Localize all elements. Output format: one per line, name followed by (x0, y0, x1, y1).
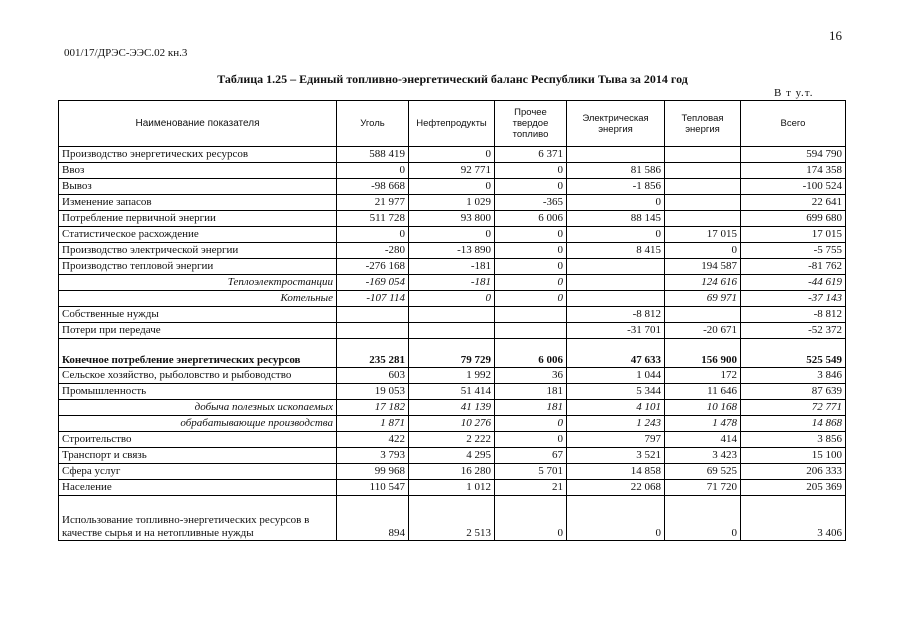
column-header-electric-energy: Электрическая энергия (567, 101, 665, 147)
table-cell: 194 587 (665, 259, 741, 275)
table-row (59, 480, 846, 496)
table-cell: 699 680 (741, 211, 846, 227)
table-row (59, 227, 846, 243)
table-cell: 17 015 (665, 227, 741, 243)
page-number: 16 (829, 28, 842, 43)
table-cell: 0 (495, 291, 567, 307)
table-cell: 17 182 (337, 400, 409, 416)
table-cell: 0 (495, 496, 567, 541)
row-label: Сельское хозяйство, рыболовство и рыбоводство (59, 368, 337, 384)
table-cell: 156 900 (665, 339, 741, 368)
table-cell: -37 143 (741, 291, 846, 307)
table-cell: 0 (665, 243, 741, 259)
table-header-row (59, 101, 846, 147)
table-cell: 0 (495, 227, 567, 243)
column-header-coal: Уголь (337, 101, 409, 147)
table-cell: 414 (665, 432, 741, 448)
column-header-indicator: Наименование показателя (59, 101, 337, 147)
table-cell: 0 (495, 259, 567, 275)
table-row (59, 416, 846, 432)
table-cell: 0 (495, 179, 567, 195)
table-cell: 69 525 (665, 464, 741, 480)
table-cell: 2 513 (409, 496, 495, 541)
row-label: Строительство (59, 432, 337, 448)
table-cell: 10 276 (409, 416, 495, 432)
row-label: Использование топливно-энергетических ресурсов в качестве сырья и на нетопливные нужды (59, 496, 337, 541)
table-cell (665, 195, 741, 211)
table-cell: 3 846 (741, 368, 846, 384)
row-label: обрабатывающие производства (59, 416, 337, 432)
table-cell: 17 015 (741, 227, 846, 243)
table-cell: 6 371 (495, 147, 567, 163)
table-cell: -44 619 (741, 275, 846, 291)
row-label: Транспорт и связь (59, 448, 337, 464)
table-cell: 0 (409, 291, 495, 307)
table-cell: 0 (495, 416, 567, 432)
table-cell: 0 (337, 227, 409, 243)
row-label: Котельные (59, 291, 337, 307)
table-cell: 8 415 (567, 243, 665, 259)
table-cell: 6 006 (495, 339, 567, 368)
row-label: Производство энергетических ресурсов (59, 147, 337, 163)
table-cell: 87 639 (741, 384, 846, 400)
table-cell: 124 616 (665, 275, 741, 291)
table-cell (665, 211, 741, 227)
table-cell: 5 344 (567, 384, 665, 400)
document-code: 001/17/ДРЭС-ЭЭС.02 кн.3 (64, 47, 188, 59)
row-label: Собственные нужды (59, 307, 337, 323)
table-cell: -365 (495, 195, 567, 211)
table-cell: 0 (567, 496, 665, 541)
table-cell (495, 307, 567, 323)
table-cell: 11 646 (665, 384, 741, 400)
table-row (59, 259, 846, 275)
table-cell: 36 (495, 368, 567, 384)
table-cell: 51 414 (409, 384, 495, 400)
row-label: Статистическое расхождение (59, 227, 337, 243)
table-cell: 3 406 (741, 496, 846, 541)
row-label: Население (59, 480, 337, 496)
table-cell (567, 147, 665, 163)
energy-balance-table (58, 100, 846, 541)
table-cell: 10 168 (665, 400, 741, 416)
table-cell: 172 (665, 368, 741, 384)
table-cell: 0 (567, 195, 665, 211)
column-header-total: Всего (741, 101, 846, 147)
table-cell: 110 547 (337, 480, 409, 496)
table-row (59, 307, 846, 323)
units-label: В т у.т. (774, 87, 814, 99)
row-label: Изменение запасов (59, 195, 337, 211)
table-cell: 0 (495, 243, 567, 259)
table-row (59, 211, 846, 227)
table-cell: 69 971 (665, 291, 741, 307)
table-row (59, 448, 846, 464)
table-cell: 19 053 (337, 384, 409, 400)
table-cell: 6 006 (495, 211, 567, 227)
table-cell: 0 (409, 147, 495, 163)
table-cell: 1 992 (409, 368, 495, 384)
table-cell: 0 (495, 432, 567, 448)
table-cell: -81 762 (741, 259, 846, 275)
table-cell: 588 419 (337, 147, 409, 163)
table-cell: -169 054 (337, 275, 409, 291)
table-cell: -181 (409, 259, 495, 275)
table-cell: 88 145 (567, 211, 665, 227)
column-header-oil-products: Нефтепродукты (409, 101, 495, 147)
table-cell: -13 890 (409, 243, 495, 259)
table-cell: -8 812 (567, 307, 665, 323)
table-cell (409, 307, 495, 323)
table-cell: 1 243 (567, 416, 665, 432)
table-row (59, 339, 846, 368)
row-label: добыча полезных ископаемых (59, 400, 337, 416)
table-cell: 594 790 (741, 147, 846, 163)
table-cell: 511 728 (337, 211, 409, 227)
table-cell: 22 641 (741, 195, 846, 211)
table-cell: 1 012 (409, 480, 495, 496)
table-row (59, 243, 846, 259)
table-cell: -276 168 (337, 259, 409, 275)
table-cell (567, 259, 665, 275)
table-cell: 3 793 (337, 448, 409, 464)
row-label: Потери при передаче (59, 323, 337, 339)
table-cell: 5 701 (495, 464, 567, 480)
table-cell: 92 771 (409, 163, 495, 179)
table-cell: 99 968 (337, 464, 409, 480)
table-cell: 41 139 (409, 400, 495, 416)
table-row (59, 147, 846, 163)
table-cell: 1 871 (337, 416, 409, 432)
table-cell: -181 (409, 275, 495, 291)
table-cell: 205 369 (741, 480, 846, 496)
table-cell: 47 633 (567, 339, 665, 368)
table-cell: 1 478 (665, 416, 741, 432)
table-cell: 0 (495, 163, 567, 179)
column-header-thermal-energy: Тепловая энергия (665, 101, 741, 147)
table-cell: 3 521 (567, 448, 665, 464)
table-cell: 14 868 (741, 416, 846, 432)
table-cell: 22 068 (567, 480, 665, 496)
table-cell: 72 771 (741, 400, 846, 416)
table-cell: -107 114 (337, 291, 409, 307)
table-cell: 0 (665, 496, 741, 541)
row-label: Конечное потребление энергетических ресурсов (59, 339, 337, 368)
row-label: Потребление первичной энергии (59, 211, 337, 227)
table-cell: 1 029 (409, 195, 495, 211)
table-cell: 0 (567, 227, 665, 243)
table-cell: 4 295 (409, 448, 495, 464)
table-cell: 15 100 (741, 448, 846, 464)
table-row (59, 464, 846, 480)
table-cell: 422 (337, 432, 409, 448)
row-label: Промышленность (59, 384, 337, 400)
table-cell: 21 977 (337, 195, 409, 211)
table-cell: 71 720 (665, 480, 741, 496)
table-cell (665, 147, 741, 163)
table-cell: 797 (567, 432, 665, 448)
table-cell: 0 (409, 179, 495, 195)
table-cell (665, 163, 741, 179)
table-cell: 3 856 (741, 432, 846, 448)
table-cell (665, 307, 741, 323)
table-cell: 3 423 (665, 448, 741, 464)
table-cell (665, 179, 741, 195)
table-row (59, 323, 846, 339)
table-cell (337, 323, 409, 339)
table-cell: 235 281 (337, 339, 409, 368)
table-cell: 1 044 (567, 368, 665, 384)
table-cell (567, 291, 665, 307)
table-cell: 79 729 (409, 339, 495, 368)
row-label: Производство тепловой энергии (59, 259, 337, 275)
table-cell: 206 333 (741, 464, 846, 480)
table-cell (337, 307, 409, 323)
table-cell: 14 858 (567, 464, 665, 480)
table-cell: 21 (495, 480, 567, 496)
table-cell: 181 (495, 400, 567, 416)
table-cell (409, 323, 495, 339)
table-cell: 181 (495, 384, 567, 400)
table-row (59, 496, 846, 541)
row-label: Теплоэлектростанции (59, 275, 337, 291)
table-cell: -1 856 (567, 179, 665, 195)
table-cell (567, 275, 665, 291)
table-row (59, 384, 846, 400)
table-cell: -5 755 (741, 243, 846, 259)
table-row (59, 368, 846, 384)
row-label: Производство электрической энергии (59, 243, 337, 259)
table-cell: -98 668 (337, 179, 409, 195)
table-cell: -52 372 (741, 323, 846, 339)
table-cell: -100 524 (741, 179, 846, 195)
row-label: Ввоз (59, 163, 337, 179)
table-cell: 603 (337, 368, 409, 384)
table-cell: -31 701 (567, 323, 665, 339)
table-cell (495, 323, 567, 339)
table-cell: 0 (409, 227, 495, 243)
table-cell: 0 (495, 275, 567, 291)
table-row (59, 291, 846, 307)
table-row (59, 179, 846, 195)
column-header-other-solid-fuel: Прочее твердое топливо (495, 101, 567, 147)
table-cell: 894 (337, 496, 409, 541)
table-cell: 2 222 (409, 432, 495, 448)
table-cell: 4 101 (567, 400, 665, 416)
table-row (59, 195, 846, 211)
table-cell: 525 549 (741, 339, 846, 368)
table-row (59, 432, 846, 448)
table-cell: -8 812 (741, 307, 846, 323)
table-cell: 81 586 (567, 163, 665, 179)
table-row (59, 275, 846, 291)
table-cell: 67 (495, 448, 567, 464)
table-row (59, 163, 846, 179)
table-cell: -20 671 (665, 323, 741, 339)
row-label: Сфера услуг (59, 464, 337, 480)
row-label: Вывоз (59, 179, 337, 195)
table-cell: 16 280 (409, 464, 495, 480)
table-row (59, 400, 846, 416)
table-cell: 0 (337, 163, 409, 179)
table-title: Таблица 1.25 – Единый топливно-энергетический баланс Республики Тыва за 2014 год (217, 72, 688, 86)
table-cell: 174 358 (741, 163, 846, 179)
table-cell: 93 800 (409, 211, 495, 227)
table-cell: -280 (337, 243, 409, 259)
